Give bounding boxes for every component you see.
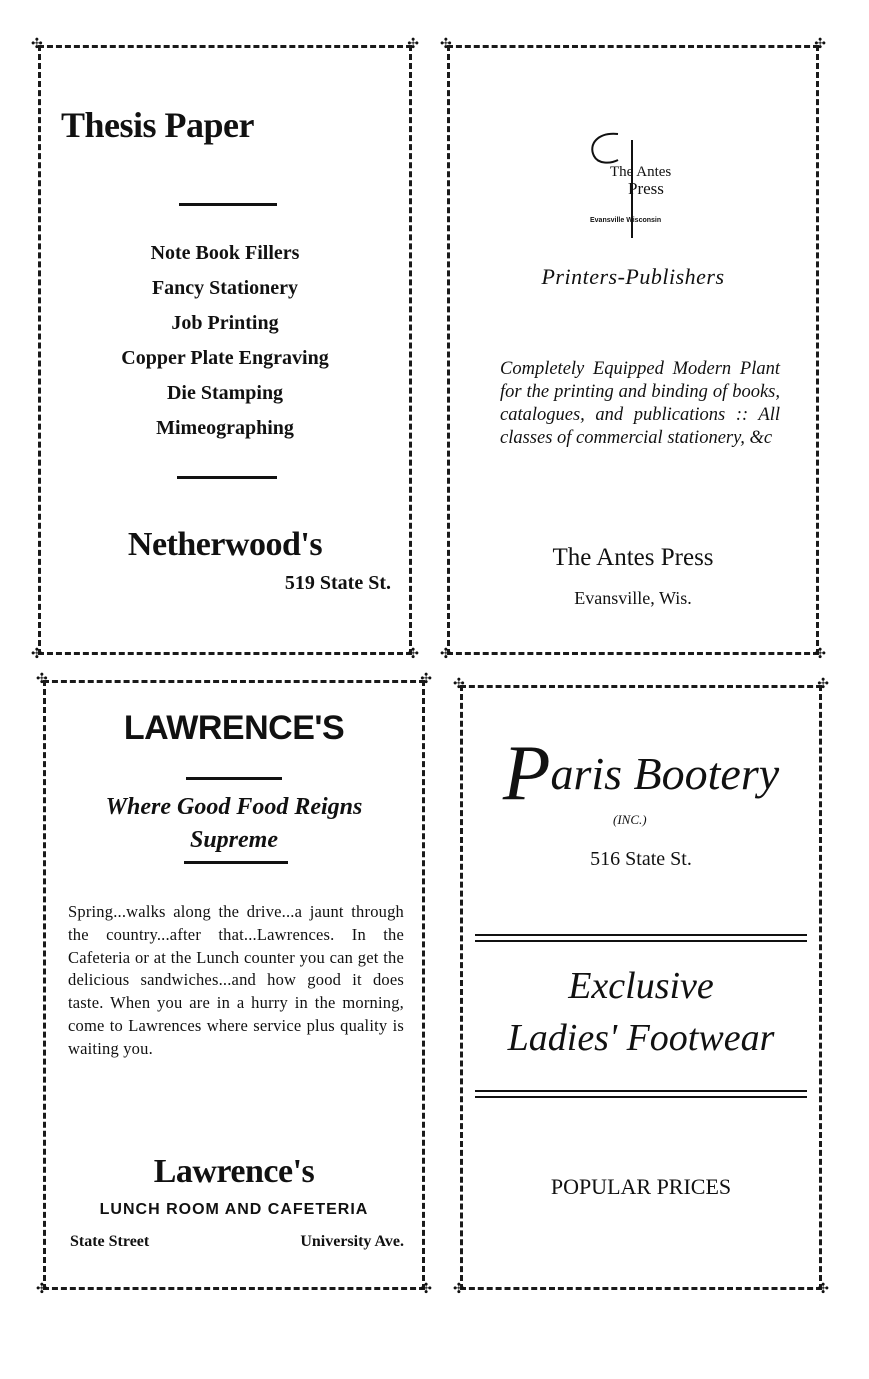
border-ornament: ✣ ✣ bbox=[407, 37, 419, 52]
list-item: Die Stamping bbox=[166, 382, 284, 404]
list-item: Copper Plate Engraving bbox=[121, 347, 329, 369]
divider bbox=[177, 476, 277, 479]
double-divider bbox=[475, 1090, 807, 1098]
divider bbox=[186, 777, 282, 780]
address: 519 State St. bbox=[284, 572, 391, 594]
business-name bbox=[463, 728, 819, 818]
street-left: State Street bbox=[70, 1233, 150, 1250]
slogan bbox=[46, 791, 422, 857]
slogan-line: Where Good Food Reigns bbox=[105, 794, 363, 820]
antes-press-logo-icon bbox=[580, 130, 690, 242]
logo-text: The Antes bbox=[610, 164, 672, 180]
list-item: Fancy Stationery bbox=[151, 277, 299, 299]
decorative-initial: P bbox=[502, 729, 551, 816]
border-ornament: ✣ bbox=[440, 647, 452, 662]
slogan-line: Supreme bbox=[189, 827, 278, 853]
address: 516 State St. bbox=[590, 848, 692, 870]
divider bbox=[184, 861, 288, 864]
list-item: Note Book Fillers bbox=[150, 242, 300, 264]
business-name: The Antes Press bbox=[552, 544, 714, 571]
border-ornament: ✣ ✣ bbox=[420, 672, 432, 687]
border-ornament: ✣ ✣ bbox=[817, 677, 829, 692]
ad-body-text: Spring...walks along the drive...a jaunt through the country...after that...Lawrences. In the Cafeteria or at the Lunch counter you can get the delicious sandwiches...and how good it does taste. When you are in a hurry in the morning, come to Lawrences where service plus quality is waiting you. bbox=[68, 902, 404, 1058]
double-divider bbox=[475, 934, 807, 942]
business-name-rest: aris Bootery bbox=[550, 748, 780, 799]
business-subtitle: LUNCH ROOM AND CAFETERIA bbox=[99, 1201, 369, 1218]
border-ornament: ✣ bbox=[36, 1282, 48, 1297]
border-ornament: ✣ bbox=[453, 1282, 465, 1297]
logo-text: Press bbox=[628, 179, 664, 198]
list-item: Mimeographing bbox=[156, 417, 294, 439]
paris-bootery-ad bbox=[453, 677, 829, 1297]
ad-subtitle: Printers-Publishers bbox=[541, 264, 725, 289]
lawrences-ad bbox=[36, 672, 432, 1297]
ad-title: LAWRENCE'S bbox=[123, 709, 345, 747]
business-name: Netherwood's bbox=[127, 526, 323, 563]
logo-text: Evansville Wisconsin bbox=[590, 217, 662, 224]
border-ornament: ✣ bbox=[31, 647, 43, 662]
tagline-line: Ladies' Footwear bbox=[507, 1017, 775, 1059]
city: Evansville, Wis. bbox=[574, 588, 692, 608]
antes-press-ad bbox=[440, 37, 826, 662]
border-ornament: ✣ ✣ bbox=[814, 37, 826, 52]
list-item: Job Printing bbox=[171, 312, 279, 334]
street-right: University Ave. bbox=[300, 1233, 404, 1250]
prices-label: POPULAR PRICES bbox=[550, 1174, 732, 1199]
ad-title: Thesis Paper bbox=[61, 105, 255, 145]
service-list bbox=[41, 236, 409, 446]
netherwood-ad bbox=[31, 37, 419, 662]
divider bbox=[179, 203, 277, 206]
tagline-line: Exclusive bbox=[568, 965, 714, 1007]
ad-body-text: Completely Equipped Modern Plant for the printing and binding of books, catalogues, and publications :: All classes of commercial stationery, &c bbox=[500, 359, 780, 448]
incorporated-label: (INC.) bbox=[613, 812, 647, 827]
business-name: Lawrence's bbox=[153, 1153, 315, 1190]
